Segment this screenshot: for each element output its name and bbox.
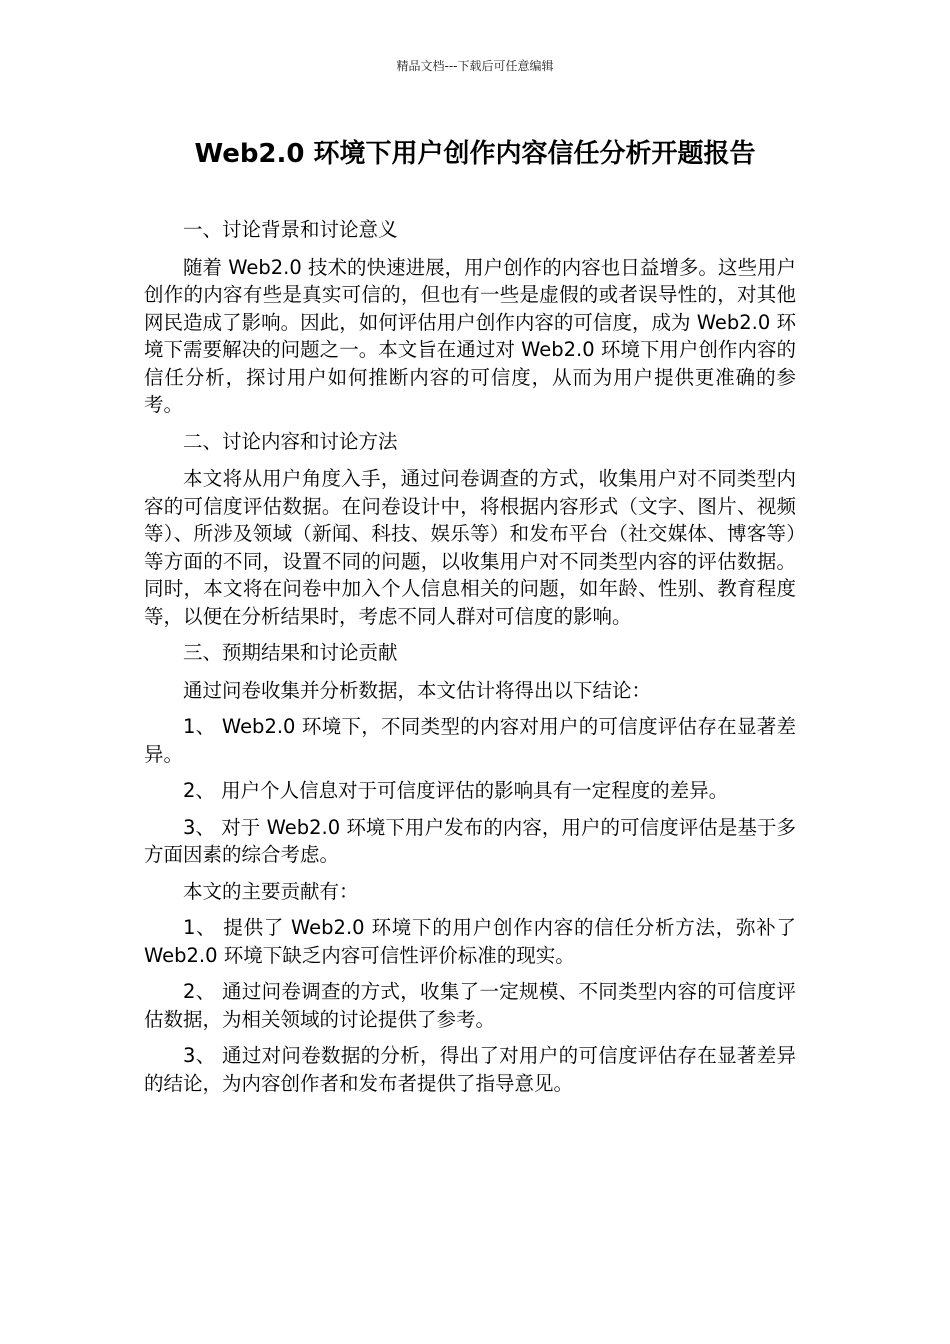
paragraph-background: 随着 Web2.0 技术的快速进展，用户创作的内容也日益增多。这些用户创作的内容有些是真实可信的，但也有一些是虚假的或者误导性的，对其他网民造成了影响。因此，如何评估用户创作内容的可信度，成为 Web2.0 环境下需要解决的问题之一。本文旨在通过对 Web2.0 环境下用户创作内容的信任分析，探讨用户如何推断内容的可信度，从而为用户提供更准确的参考。 bbox=[144, 255, 796, 416]
document-title: Web2.0 环境下用户创作内容信任分析开题报告 bbox=[194, 139, 756, 169]
contribution-item-2: 2、 通过问卷调查的方式，收集了一定规模、不同类型内容的可信度评估数据，为相关领域的讨论提供了参考。 bbox=[144, 980, 796, 1031]
conclusion-item-1: 1、 Web2.0 环境下，不同类型的内容对用户的可信度评估存在显著差异。 bbox=[144, 715, 796, 766]
section-heading-3: 三、预期结果和讨论贡献 bbox=[183, 641, 398, 664]
conclusion-item-3: 3、 对于 Web2.0 环境下用户发布的内容，用户的可信度评估是基于多方面因素的综合考虑。 bbox=[144, 815, 796, 866]
paragraph-method: 本文将从用户角度入手，通过问卷调查的方式，收集用户对不同类型内容的可信度评估数据。在问卷设计中，将根据内容形式（文字、图片、视频等）、所涉及领域（新闻、科技、娱乐等）和发布平台（社交媒体、博客等）等方面的不同，设置不同的问题，以收集用户对不同类型内容的评估数据。同时，本文将在问卷中加入个人信息相关的问题，如年龄、性别、教育程度等，以便在分析结果时，考虑不同人群对可信度的影响。 bbox=[144, 467, 796, 628]
paragraph-contribution-intro: 本文的主要贡献有： bbox=[183, 879, 359, 903]
paragraph-conclusion-intro: 通过问卷收集并分析数据，本文估计将得出以下结论： bbox=[183, 678, 652, 702]
contribution-item-3: 3、 通过对问卷数据的分析，得出了对用户的可信度评估存在显著差异的结论，为内容创作者和发布者提供了指导意见。 bbox=[144, 1044, 796, 1095]
section-heading-2: 二、讨论内容和讨论方法 bbox=[183, 429, 398, 453]
document-body bbox=[144, 216, 796, 1106]
contribution-item-1: 1、 提供了 Web2.0 环境下的用户创作内容的信任分析方法，弥补了 Web2.0 环境下缺乏内容可信性评价标准的现实。 bbox=[144, 916, 796, 967]
section-heading-1: 一、讨论背景和讨论意义 bbox=[183, 218, 398, 241]
page-header-watermark: 精品文档---下载后可任意编辑 bbox=[396, 59, 554, 73]
conclusion-item-2: 2、 用户个人信息对于可信度评估的影响具有一定程度的差异。 bbox=[183, 779, 729, 802]
